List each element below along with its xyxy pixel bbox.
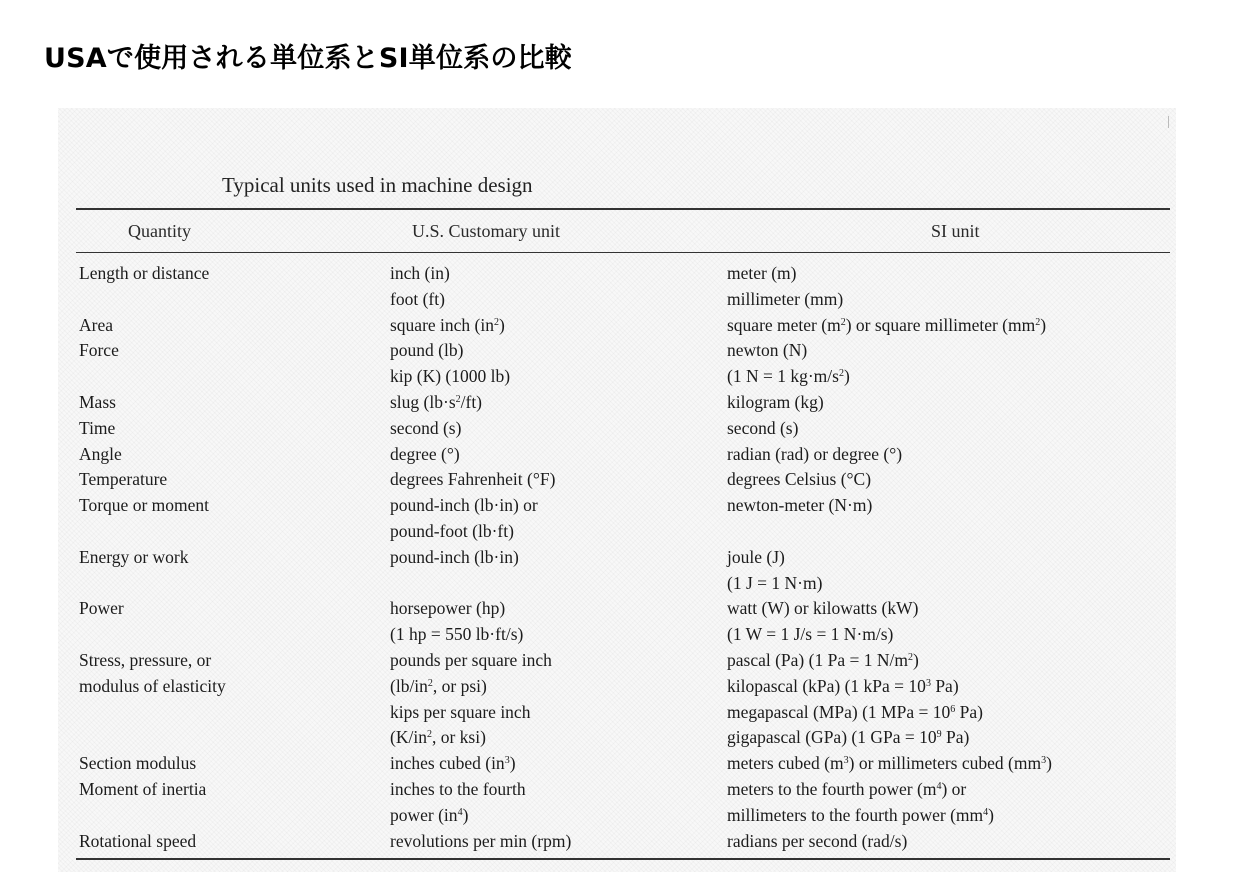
cell-us-unit: pound-foot (lb·ft) — [390, 520, 514, 541]
cell-quantity: Moment of inertia — [79, 778, 207, 799]
cell-si-unit: joule (J) — [727, 546, 785, 567]
page-title: USAで使用される単位系とSI単位系の比較 — [44, 43, 572, 74]
cell-us-unit: slug $(lb\cdot s^2/ft)$ — [390, 391, 483, 412]
table-row — [0, 805, 1234, 831]
cell-si-unit: newton-meter (N·m) — [727, 495, 873, 516]
table-row — [0, 366, 1234, 392]
cell-si-unit: watt (W) or kilowatts (kW) — [727, 598, 919, 619]
cell-si-unit: radian (rad) or degree (°) — [727, 443, 903, 464]
table-row — [0, 392, 1234, 418]
cell-quantity: Temperature — [79, 469, 168, 490]
cell-si-unit: gigapascal (GPa) (1 GPa = $10^9$ Pa) — [727, 727, 970, 748]
table-top-rule — [76, 208, 1170, 210]
table-row — [0, 289, 1234, 315]
cell-quantity: Power — [79, 598, 124, 619]
table-row — [0, 624, 1234, 650]
cell-si-unit: kilogram (kg) — [727, 391, 824, 412]
cell-si-unit: second (s) — [727, 417, 799, 438]
cell-us-unit: ($lb/in^2$, or psi) — [390, 675, 487, 696]
cell-quantity: Force — [79, 340, 119, 361]
cell-us-unit: pound (lb) — [390, 340, 464, 361]
table-row — [0, 831, 1234, 857]
table-row — [0, 495, 1234, 521]
table-row — [0, 676, 1234, 702]
table-row — [0, 469, 1234, 495]
cell-si-unit: (1 J = 1 N·m) — [727, 572, 823, 593]
cell-us-unit: inch (in) — [390, 263, 450, 283]
cell-us-unit: kip (K) (1000 lb) — [390, 366, 511, 387]
cell-us-unit: pound-inch (lb·in) or — [390, 495, 538, 516]
table-row — [0, 573, 1234, 599]
cell-us-unit: foot (ft) — [390, 288, 445, 309]
cell-quantity: Rotational speed — [79, 830, 197, 851]
cell-us-unit: degrees Fahrenheit (°F) — [390, 469, 556, 490]
cell-us-unit: ($K/in^2$, or ksi) — [390, 727, 486, 748]
cell-si-unit: kilopascal (kPa) (1 kPa = $10^3$ Pa) — [727, 675, 959, 696]
table-header-rule — [76, 252, 1170, 253]
cell-si-unit: newton (N) — [727, 340, 808, 361]
cell-si-unit: (1 N = 1 $kg\cdot m/s^2$) — [727, 366, 850, 387]
cell-quantity: modulus of elasticity — [79, 675, 226, 696]
table-row — [0, 779, 1234, 805]
cell-us-unit: revolutions per min (rpm) — [390, 830, 572, 851]
cell-quantity: Area — [79, 314, 114, 335]
table-row — [0, 340, 1234, 366]
cell-quantity: Time — [79, 417, 116, 438]
table-body — [0, 263, 1234, 856]
cell-us-unit: power $(in^4)$ — [390, 804, 469, 825]
cell-si-unit: millimeter (mm) — [727, 288, 844, 309]
table-bottom-rule — [76, 858, 1170, 860]
cell-us-unit: square inch $(in^2)$ — [390, 314, 505, 335]
cell-si-unit: megapascal (MPa) (1 MPa = $10^6$ Pa) — [727, 701, 983, 722]
table-row — [0, 727, 1234, 753]
cell-si-unit: meters cubed $(m^3)$ or millimeters cubed $(mm^3)$ — [727, 753, 1052, 774]
cell-si-unit: square meter $(m^2)$ or square millimeter $(mm^2)$ — [727, 314, 1047, 335]
cell-si-unit: pascal (Pa) (1 Pa = 1 $N/m^2$) — [727, 649, 919, 670]
cell-si-unit: radians per second (rad/s) — [727, 830, 908, 851]
cell-us-unit: horsepower (hp) — [390, 598, 506, 619]
header-quantity: Quantity — [128, 221, 191, 241]
cell-quantity: Energy or work — [79, 546, 189, 567]
table-row — [0, 444, 1234, 470]
cell-us-unit: pound-inch (lb·in) — [390, 546, 519, 567]
table-row — [0, 753, 1234, 779]
cell-quantity: Section modulus — [79, 753, 197, 774]
cell-us-unit: second (s) — [390, 417, 462, 438]
cell-quantity: Length or distance — [79, 263, 210, 283]
header-si-unit: SI unit — [931, 221, 980, 241]
table-title: Typical units used in machine design — [222, 173, 533, 197]
cell-quantity: Stress, pressure, or — [79, 649, 212, 670]
cell-us-unit: kips per square inch — [390, 701, 531, 722]
table-row — [0, 702, 1234, 728]
cell-us-unit: inches cubed $(in^3)$ — [390, 753, 516, 774]
cell-si-unit: millimeters to the fourth power $(mm^4)$ — [727, 804, 994, 825]
cell-si-unit: meters to the fourth power $(m^4)$ or — [727, 778, 967, 799]
table-row — [0, 315, 1234, 341]
table-row — [0, 547, 1234, 573]
table-row — [0, 650, 1234, 676]
cell-us-unit: degree (°) — [390, 443, 460, 464]
table-row — [0, 521, 1234, 547]
cell-us-unit: (1 hp = 550 lb·ft/s) — [390, 624, 524, 645]
scan-artifact — [1168, 116, 1169, 128]
table-row — [0, 418, 1234, 444]
cell-quantity: Angle — [79, 443, 122, 464]
cell-quantity: Torque or moment — [79, 495, 209, 516]
table-row — [0, 598, 1234, 624]
table-row — [0, 263, 1234, 289]
cell-si-unit: degrees Celsius (°C) — [727, 469, 872, 490]
cell-us-unit: inches to the fourth — [390, 778, 526, 799]
cell-us-unit: pounds per square inch — [390, 649, 552, 670]
cell-si-unit: (1 W = 1 J/s = 1 N·m/s) — [727, 624, 894, 645]
header-us-customary-unit: U.S. Customary unit — [412, 221, 561, 241]
cell-quantity: Mass — [79, 391, 116, 412]
cell-si-unit: meter (m) — [727, 263, 797, 283]
